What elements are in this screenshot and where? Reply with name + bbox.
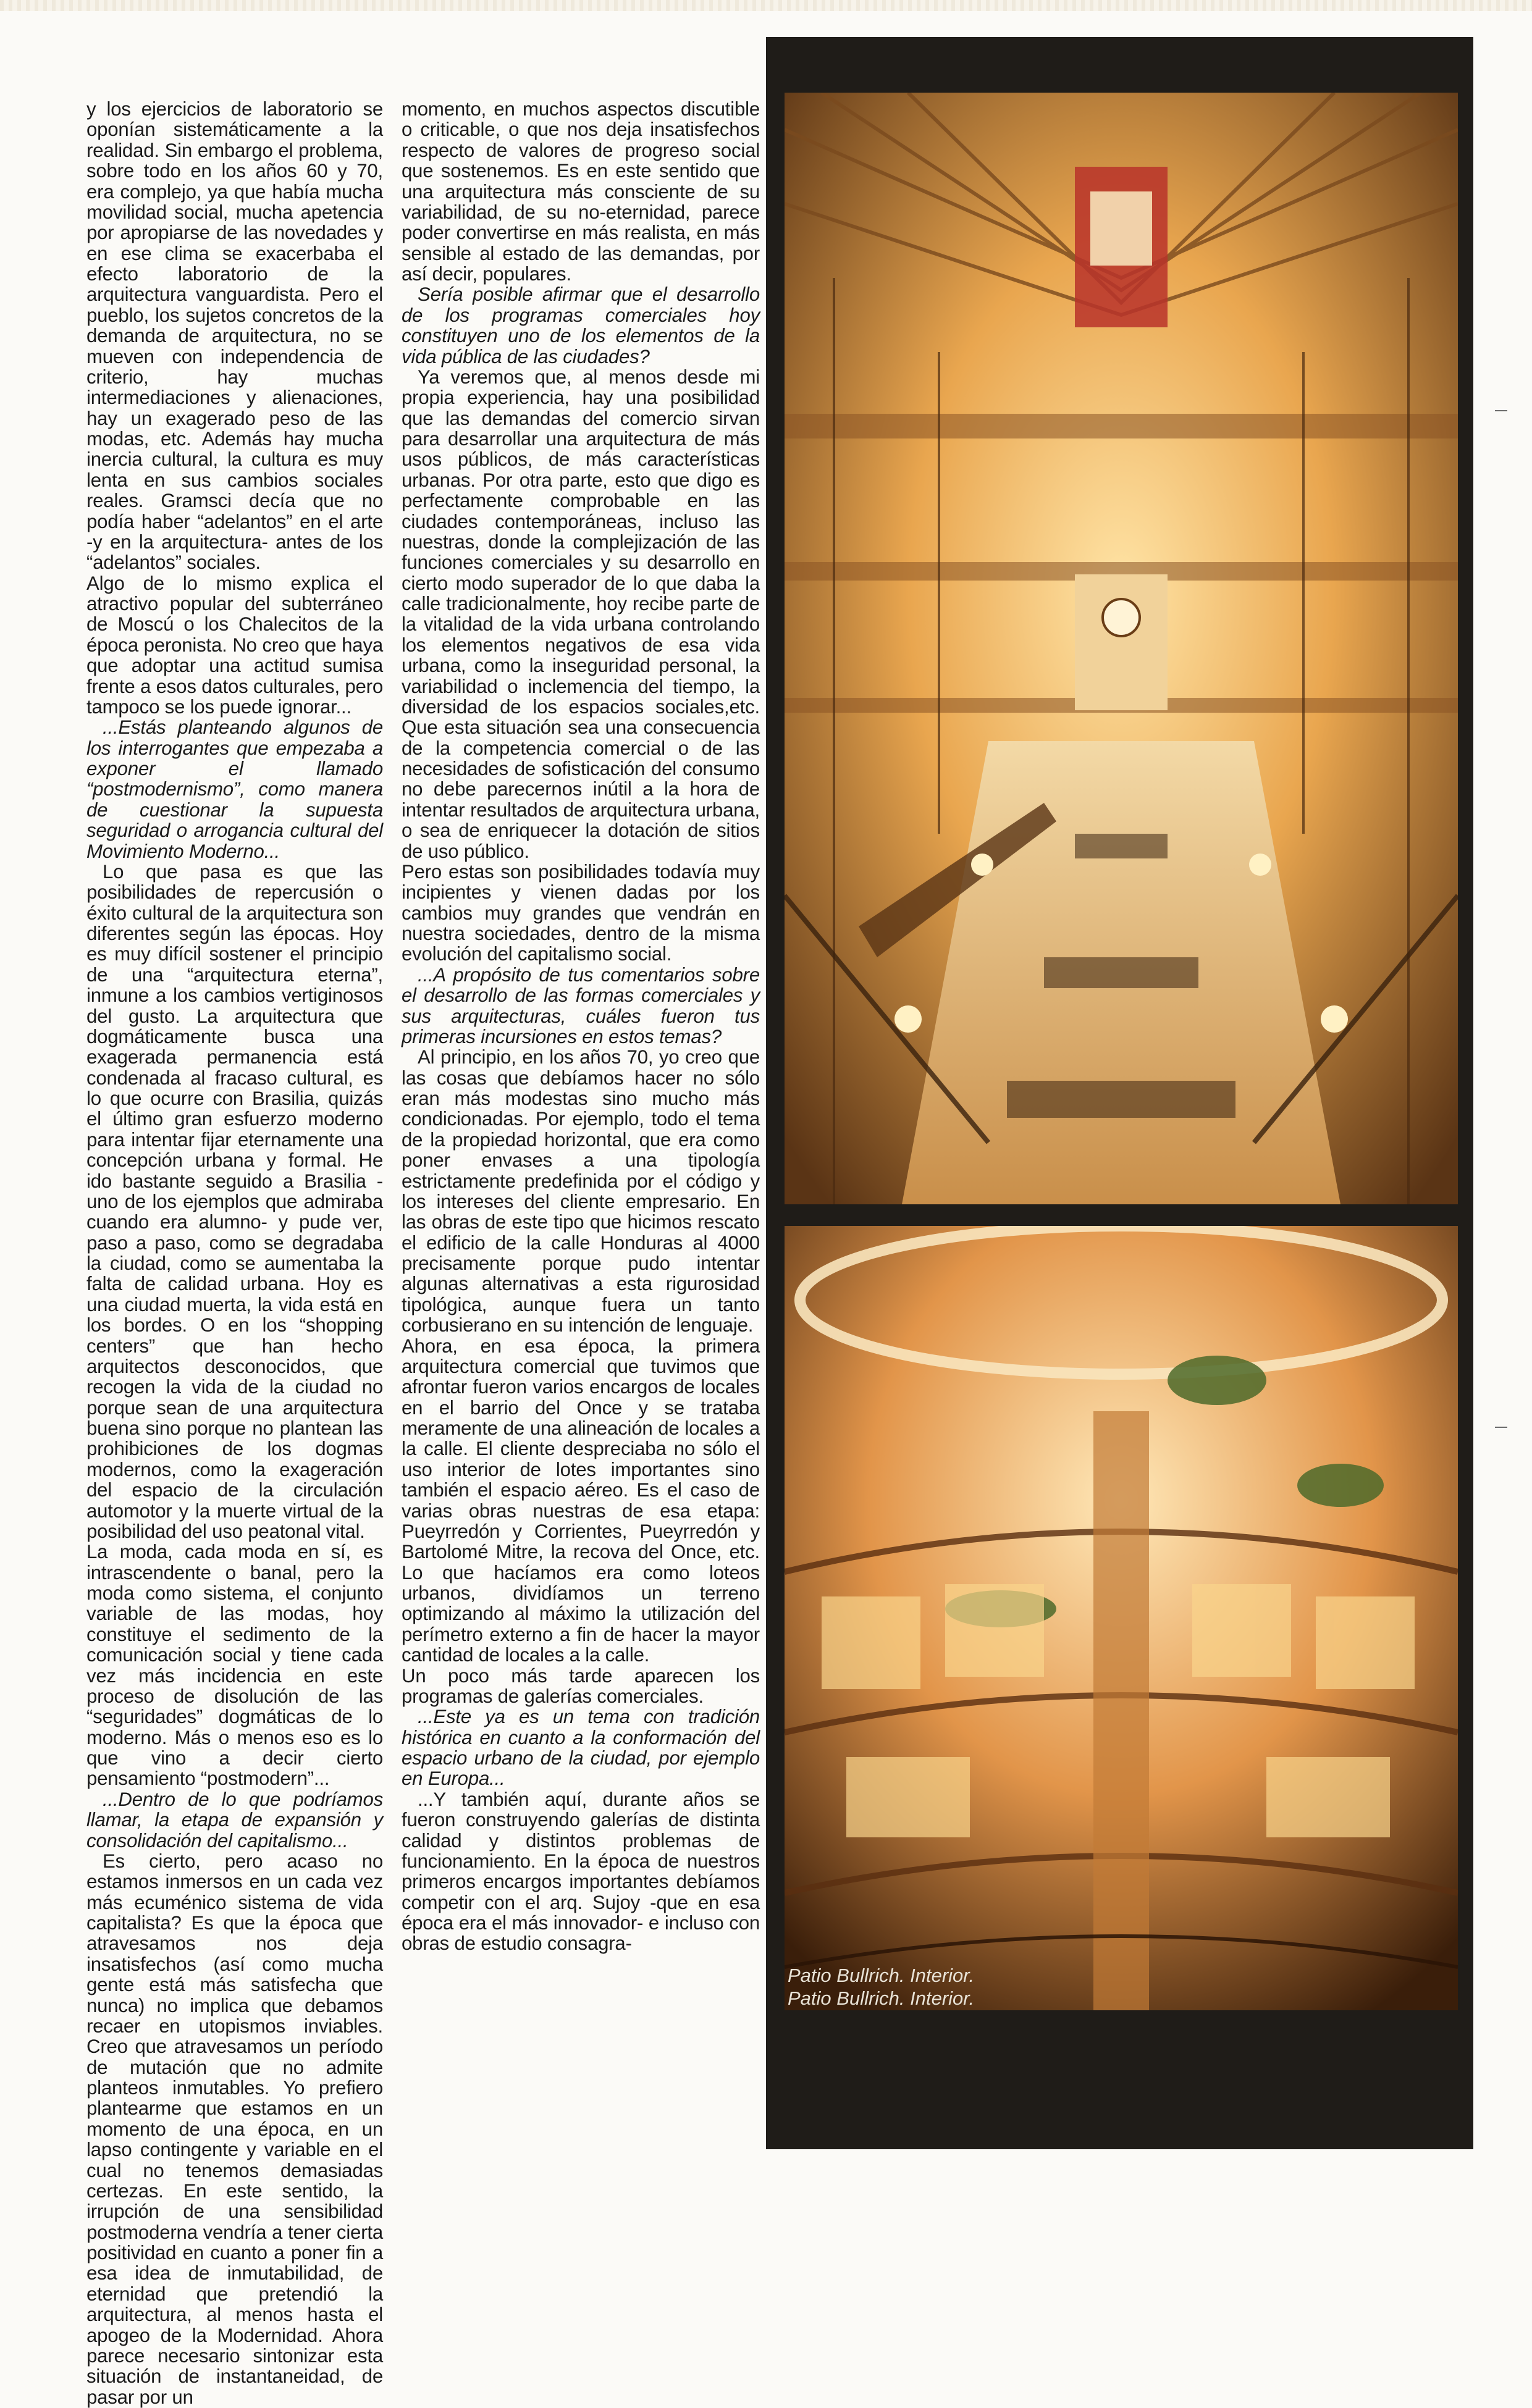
photo-caption: [788, 1964, 1035, 2010]
text-column-middle: [402, 99, 760, 1954]
rotunda-illustration: [785, 1226, 1458, 2010]
paragraph: La moda, cada moda en sí, es intrascendente o banal, pero la moda como sistema, el conjunto variable de las modas, hoy constituye el sedimento de la comunicación social y tiene cada vez más incidencia en este proceso de disolución de las “seguridades” dogmáticas de lo moderno. Más o menos eso es lo que vino a decir cierto pensamiento “postmodern”...: [86, 1541, 383, 1790]
interview-question: ...A propósito de tus comentarios sobre el desarrollo de las formas comerciales y sus arquitecturas, cuáles fueron tus primeras incursiones en estos temas?: [402, 963, 760, 1047]
text-column-left: [86, 99, 383, 2407]
paragraph: Ya veremos que, al menos desde mi propia experiencia, hay una posibilidad que las demandas del comercio sirvan para desarrollar una arquitectura de más usos públicos, de más características urbanas. Por otra parte, esto que digo es perfectamente comprobable en las ciudades contemporáneas, incluso las nuestras, donde la complejización de las funciones comerciales y su desarrollo en cierto modo superador de lo que daba la calle tradicionalmente, hoy recibe parte de la vitalidad de la vida urbana controlando los elementos negativos de esa vida urbana, como la inseguridad personal, la variabilidad o inclemencia del tiempo, la diversidad de los espacios sociales,etc. Que esta situación sea una consecuencia de la competencia comercial o de las necesidades de sofisticación del consumo no debe parecernos inútil a la hora de intentar resultados de arquitectura urbana, o sea de enriquecer la dotación de sitios de uso público.: [402, 366, 760, 862]
caption-line-2: Patio Bullrich. Interior.: [788, 1987, 975, 2010]
paragraph: Pero estas son posibilidades todavía muy incipientes y vienen dadas por los cambios muy grandes que vendrán en nuestra sociedades, dentro de la misma evolución del capitalismo social.: [402, 860, 760, 965]
edge-mark: [1495, 410, 1507, 411]
paragraph: Un poco más tarde aparecen los programas de galerías comerciales.: [402, 1664, 760, 1707]
interview-question: Sería posible afirmar que el desarrollo de los programas comerciales hoy constituyen uno de los elementos de la vida pública de las ciudades?: [402, 283, 760, 367]
paragraph: Al principio, en los años 70, yo creo que las cosas que debíamos hacer no sólo eran más modestas sino mucho más condicionadas. Por ejemplo, todo el tema de la propiedad horizontal, que era como poner envases a una tipología estrictamente predefinida por el código y los intereses del cliente empresario. En las obras de este tipo que hicimos rescato el edificio de la calle Honduras al 4000 precisamente porque pudo intentar algunas alternativas a esta rigurosidad tipológica, aunque fuera un tanto corbusierano en su intención de lenguaje.: [402, 1046, 760, 1336]
interview-question: ...Este ya es un tema con tradición histórica en cuanto a la conformación del espacio urbano de la ciudad, por ejemplo en Europa...: [402, 1706, 760, 1790]
paragraph: Es cierto, pero acaso no estamos inmersos en un cada vez más ecuménico sistema de vida capitalista? Es que la época que atravesamos nos deja insatisfechos (así como mucha gente está más satisfecha que nunca) no implica que debamos recaer en utopismos inviables. Creo que atravesamos un período de mutación que no admite planteos inmutables. Yo prefiero plantearme que estamos en un momento de una época, en un lapso contingente y variable en el cual no tenemos demasiadas certezas. En este sentido, la irrupción de una sensibilidad postmoderna vendría a tener cierta positividad en cuanto a poner fin a esa idea de inmutabilidad, de eternidad que pretendió la arquitectura, al menos hasta el apogeo de la Modernidad. Ahora parece necesario sintonizar esta situación de instantaneidad, de pasar por un: [86, 1850, 383, 2408]
interview-question: ...Dentro de lo que podríamos llamar, la etapa de expansión y consolidación del capitalismo...: [86, 1788, 383, 1852]
paragraph: Lo que pasa es que las posibilidades de repercusión o éxito cultural de la arquitectura son diferentes según las épocas. Hoy es muy difícil sostener el principio de una “arquitectura eterna”, inmune a los cambios vertiginosos del gusto. La arquitectura que dogmáticamente busca una exagerada permanencia está condenada al fracaso cultural, es lo que ocurre con Brasilia, quizás el último gran esfuerzo moderno para intentar fijar eternamente una concepción urbana y formal. He ido bastante seguido a Brasilia -uno de los ejemplos que admiraba cuando era alumno- y pude ver, paso a paso, como se degradaba la ciudad, como se aumentaba la falta de calidad urbana. Hoy es una ciudad muerta, la vida está en los bordes. O en los “shopping centers” que han hecho arquitectos desconocidos, que recogen la vida de la ciudad no porque sean de una arquitectura buena sino porque no plantean las prohibiciones de los dogmas modernos, como la exageración del espacio de la circulación automotor y la muerte virtual de la posibilidad del uso peatonal vital.: [86, 860, 383, 1542]
paragraph: y los ejercicios de laboratorio se oponían sistemáticamente a la realidad. Sin embargo el problema, sobre todo en los años 60 y 70, era complejo, ya que había mucha movilidad social, mucha apetencia por apropiarse de las novedades y en ese clima se exacerbaba el efecto laboratorio de la arquitectura vanguardista. Pero el pueblo, los sujetos concretos de la demanda de arquitectura, no se mueven con independencia de criterio, hay muchas intermediaciones y alienaciones, hay un exagerado peso de las modas, etc. Además hay mucha inercia cultural, la cultura es muy lenta en sus cambios sociales reales. Gramsci decía que no podía haber “adelantos” en el arte -y en la arquitectura- antes de los “adelantos” sociales.: [86, 98, 383, 574]
edge-mark: [1495, 1427, 1507, 1428]
paragraph: momento, en muchos aspectos discutible o criticable, o que nos deja insatisfechos respecto de valores de progreso social que sostenemos. Es en este sentido que una arquitectura más consciente de su variabilidad, de su no-eternidad, parece poder convertirse en más realista, en más sensible al estado de las demandas, por así decir, populares.: [402, 98, 760, 285]
caption-line-1: Patio Bullrich. Interior.: [788, 1965, 975, 1986]
atrium-illustration: [785, 93, 1458, 1204]
interview-question: ...Estás planteando algunos de los interrogantes que empezaba a exponer el llamado “postmodernismo”, como manera de cuestionar la supuesta seguridad o arrogancia cultural del Movimiento Moderno...: [86, 716, 383, 862]
paragraph: Ahora, en esa época, la primera arquitectura comercial que tuvimos que afrontar fueron varios encargos de locales en el barrio del Once y se trataba meramente de una alineación de locales a la calle. El cliente despreciaba no sólo el uso interior de lotes importantes sino también el espacio aéreo. Es el caso de varias obras nuestras de esa etapa: Pueyrredón y Corrientes, Pueyrredón y Bartolomé Mitre, la recova del Once, etc. Lo que hacíamos era como loteos urbanos, dividíamos un terreno optimizando al máximo la utilización del perímetro externo a fin de hacer la mayor cantidad de locales a la calle.: [402, 1335, 760, 1666]
paragraph: ...Y también aquí, durante años se fueron construyendo galerías de distinta calidad y distintos problemas de funcionamiento. En la época de nuestros primeros encargos importantes debíamos competir con el arq. Sujoy -que en esa época era el más innovador- e incluso con obras de estudio consagra-: [402, 1788, 760, 1955]
photo-atrium-interior: [785, 93, 1458, 1204]
page-top-border: [0, 0, 1532, 11]
paragraph: Algo de lo mismo explica el atractivo popular del subterráneo de Moscú o los Chalecitos de la época peronista. No creo que haya que adoptar una actitud sumisa frente a esos datos culturales, pero tampoco se los puede ignorar...: [86, 572, 383, 718]
photo-rotunda-interior: [785, 1226, 1458, 2010]
